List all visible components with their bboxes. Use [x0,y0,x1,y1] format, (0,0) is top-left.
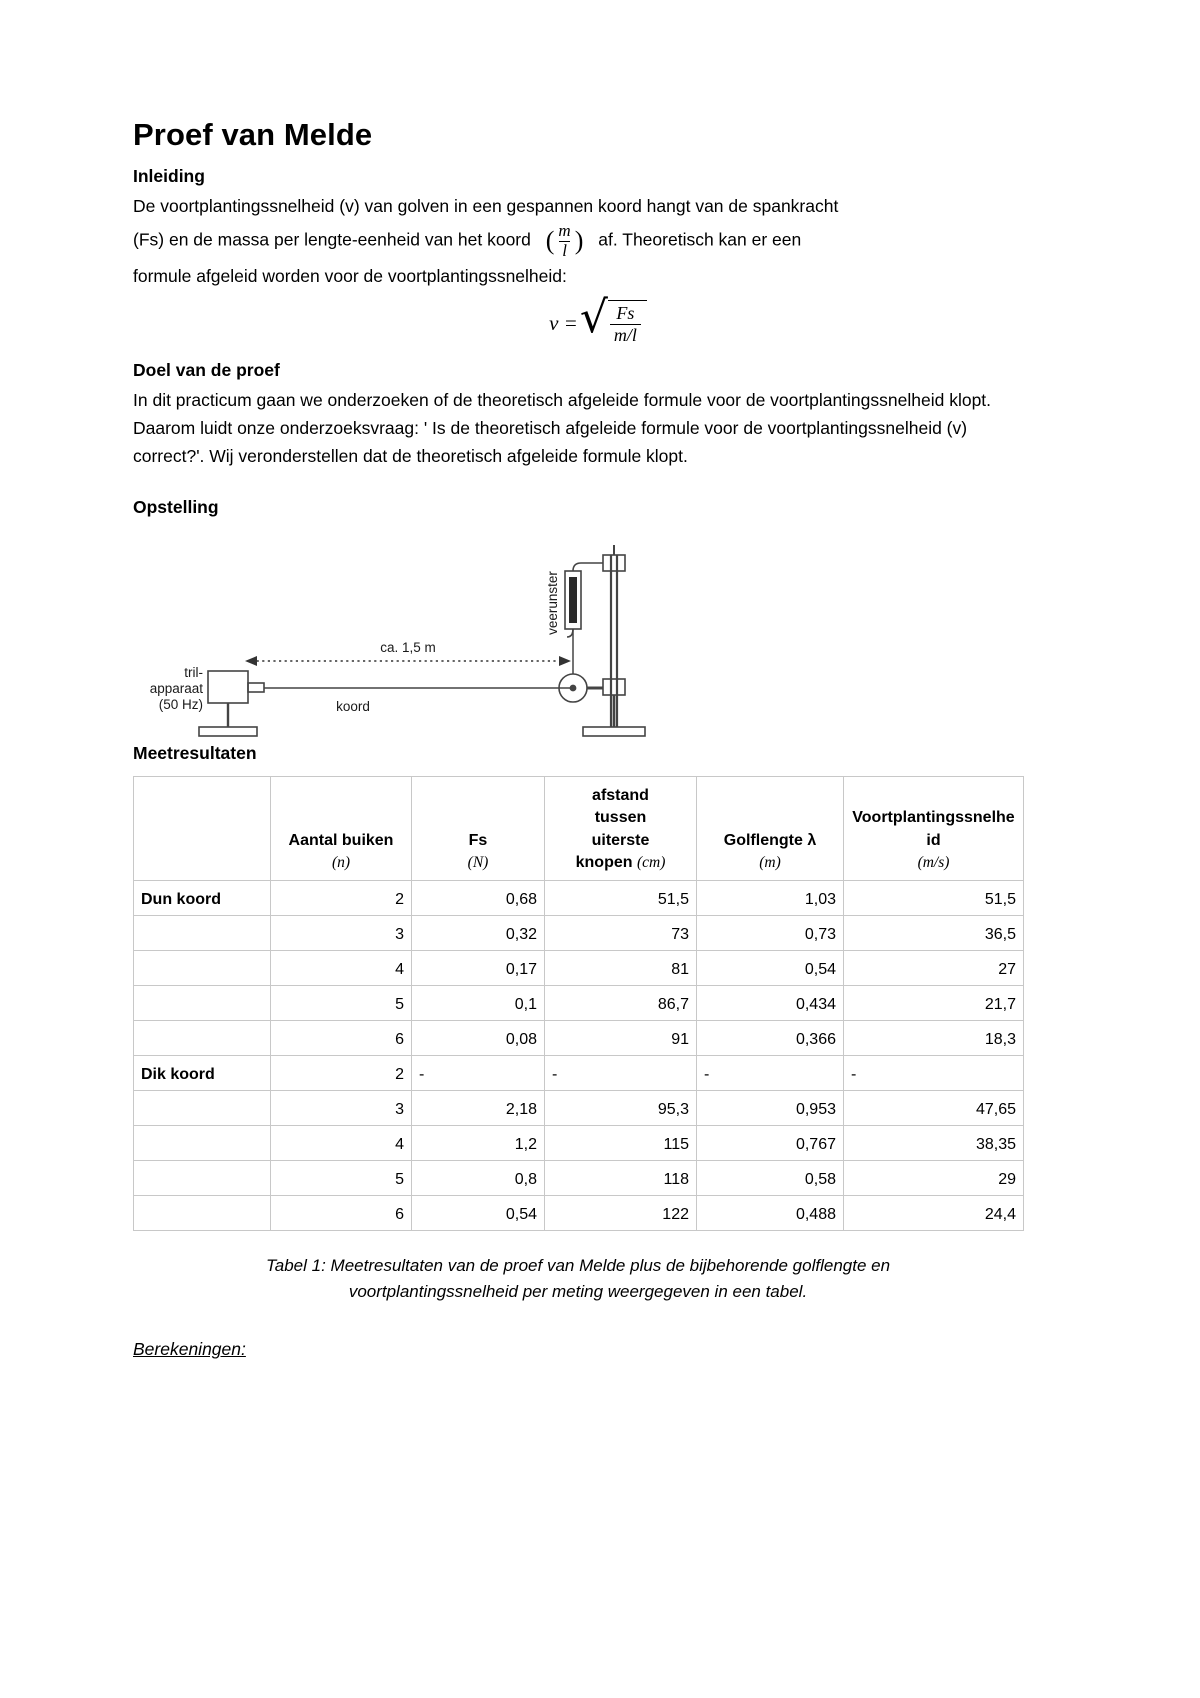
cell-golflengte: 0,488 [697,1195,844,1230]
cell-snelheid: 27 [844,950,1024,985]
table-row [134,915,1024,950]
cell-golflengte: 0,366 [697,1020,844,1055]
cell-fs: 1,2 [412,1125,545,1160]
page-title: Proef van Melde [133,117,373,152]
col-header-aantal-buiken [271,777,412,880]
melde-setup-svg [133,533,1023,743]
formula-numerator: Fs [616,303,635,324]
intro-line2-text-after: af. Theoretisch kan er een [598,229,802,250]
col-header-golflengte-unit: (m) [759,853,781,871]
cell-buiken: 5 [271,1160,412,1195]
section-heading-inleiding: Inleiding [133,166,205,187]
col-header-rowlabel [134,777,271,880]
velocity-formula [549,292,647,346]
row-label [134,1020,271,1055]
cell-golflengte: 0,434 [697,985,844,1020]
col-header-aantal-buiken-unit: (n) [331,853,351,871]
cell-snelheid: 24,4 [844,1195,1024,1230]
table-row [134,880,1024,915]
cell-golflengte: 0,54 [697,950,844,985]
table-body [134,880,1024,1230]
row-label: Dun koord [134,880,271,915]
radicand [608,300,647,345]
fraction-numerator: m [558,221,571,241]
intro-paragraph-line3: formule afgeleid worden voor de voortplantingssnelheid: [133,266,567,287]
row-label [134,1125,271,1160]
cell-afstand: 118 [545,1160,697,1195]
table-row [134,1090,1024,1125]
table-caption: Tabel 1: Meetresultaten van de proef van Melde plus de bijbehorende golflengte en voortplantingssnelheid per meting weergegeven in een tabel. [265,1255,891,1302]
cell-fs: 0,68 [412,880,545,915]
row-label [134,1160,271,1195]
row-label [134,950,271,985]
cell-afstand: - [545,1055,697,1090]
document-content [133,118,1023,1360]
label-koord: koord [336,698,370,714]
col-header-snelheid-line1: Voortplantingssnelhe [852,809,1015,827]
cell-buiken: 3 [271,915,412,950]
col-header-golflengte-label: Golflengte λ [723,831,817,849]
cell-buiken: 3 [271,1090,412,1125]
col-header-afstand-unit: (cm) [636,853,666,871]
col-header-afstand-line3: uiterste [591,831,650,849]
cell-fs: 0,1 [412,985,545,1020]
table-row [134,1020,1024,1055]
col-header-snelheid [844,777,1024,880]
cell-afstand: 122 [545,1195,697,1230]
cell-afstand: 115 [545,1125,697,1160]
cell-afstand: 95,3 [545,1090,697,1125]
cell-snelheid: 47,65 [844,1090,1024,1125]
label-trilapparaat-line2: apparaat [149,680,203,696]
col-header-afstand [545,777,697,880]
col-header-golflengte [697,777,844,880]
arrow-head-left [245,656,257,666]
cell-afstand: 73 [545,915,697,950]
intro-line2-text-before: (Fs) en de massa per lengte-eenheid van het koord [133,229,531,250]
intro-paragraph-line2 [133,222,1023,260]
intro-paragraph-line1: De voortplantingssnelheid (v) van golven in een gespannen koord hangt van de spankracht [133,195,839,216]
cell-fs: 2,18 [412,1090,545,1125]
measurements-table [133,776,1024,1230]
left-paren: ( [545,226,555,256]
label-afstand: ca. 1,5 m [380,639,436,655]
cell-buiken: 4 [271,1125,412,1160]
col-header-aantal-buiken-label: Aantal buiken [288,831,394,849]
inline-mass-per-length-fraction [546,222,584,260]
label-trilapparaat-line3: (50 Hz) [158,696,203,712]
doel-paragraph: In dit practicum gaan we onderzoeken of de theoretisch afgeleide formule voor de voortplantingssnelheid klopt. Daarom luidt onze onderzoeksvraag: ' Is de theoretisch afgeleide formule voor de voortplantingssnelheid (v) correct?'. Wij veronderstellen dat de theoretisch afgeleide formule klopt. [133,389,992,467]
cell-snelheid: 38,35 [844,1125,1024,1160]
cell-snelheid: 21,7 [844,985,1024,1020]
table-row [134,985,1024,1020]
cell-fs: 0,32 [412,915,545,950]
cell-buiken: 6 [271,1195,412,1230]
cell-snelheid: 29 [844,1160,1024,1195]
section-heading-doel: Doel van de proef [133,359,280,380]
cell-buiken: 6 [271,1020,412,1055]
section-heading-berekeningen: Berekeningen: [133,1339,246,1360]
row-label [134,985,271,1020]
cell-buiken: 2 [271,1055,412,1090]
cell-afstand: 81 [545,950,697,985]
row-label: Dik koord [134,1055,271,1090]
setup-diagram [133,533,1023,743]
cell-afstand: 86,7 [545,985,697,1020]
cell-golflengte: 0,953 [697,1090,844,1125]
col-header-fs-label: Fs [468,831,488,849]
col-header-snelheid-unit: (m/s) [917,853,950,871]
formula-lhs: v = [549,310,578,335]
row-label [134,915,271,950]
cell-snelheid: 18,3 [844,1020,1024,1055]
table-header-row [134,777,1024,880]
cell-golflengte: 1,03 [697,880,844,915]
cell-golflengte: 0,58 [697,1160,844,1195]
table-row [134,1055,1024,1090]
col-header-afstand-line2: tussen [594,809,647,827]
fraction-m-over-l [555,222,573,260]
cell-fs: 0,17 [412,950,545,985]
label-veerunster: veerunster [545,570,560,635]
fraction-denominator: l [559,241,570,260]
col-header-afstand-line1: afstand [592,787,649,805]
cell-buiken: 5 [271,985,412,1020]
table-row [134,1125,1024,1160]
row-label [134,1195,271,1230]
cell-fs: - [412,1055,545,1090]
cell-golflengte: 0,73 [697,915,844,950]
cell-snelheid: 51,5 [844,880,1024,915]
cell-golflengte: - [697,1055,844,1090]
row-label [134,1090,271,1125]
cell-afstand: 91 [545,1020,697,1055]
cell-buiken: 2 [271,880,412,915]
table-row [134,1160,1024,1195]
col-header-snelheid-line2: id [926,831,941,849]
cell-fs: 0,08 [412,1020,545,1055]
radical-sign-icon: √ [579,292,608,344]
table-header [134,777,1024,880]
section-heading-opstelling: Opstelling [133,496,219,517]
label-trilapparaat-line1: tril- [184,664,203,680]
table-row [134,950,1024,985]
cell-afstand: 51,5 [545,880,697,915]
cell-snelheid: 36,5 [844,915,1024,950]
cell-fs: 0,54 [412,1195,545,1230]
cell-snelheid: - [844,1055,1024,1090]
table-row [134,1195,1024,1230]
arrow-head-right [559,656,571,666]
square-root [579,292,647,346]
cell-golflengte: 0,767 [697,1125,844,1160]
cell-buiken: 4 [271,950,412,985]
right-paren: ) [574,226,584,256]
col-header-fs-unit: (N) [467,853,489,871]
cell-fs: 0,8 [412,1160,545,1195]
formula-denominator: m/l [610,324,641,346]
col-header-afstand-line4: knopen [575,853,633,871]
col-header-fs [412,777,545,880]
velocity-formula-block [133,292,1023,346]
section-heading-meetresultaten: Meetresultaten [133,742,257,763]
